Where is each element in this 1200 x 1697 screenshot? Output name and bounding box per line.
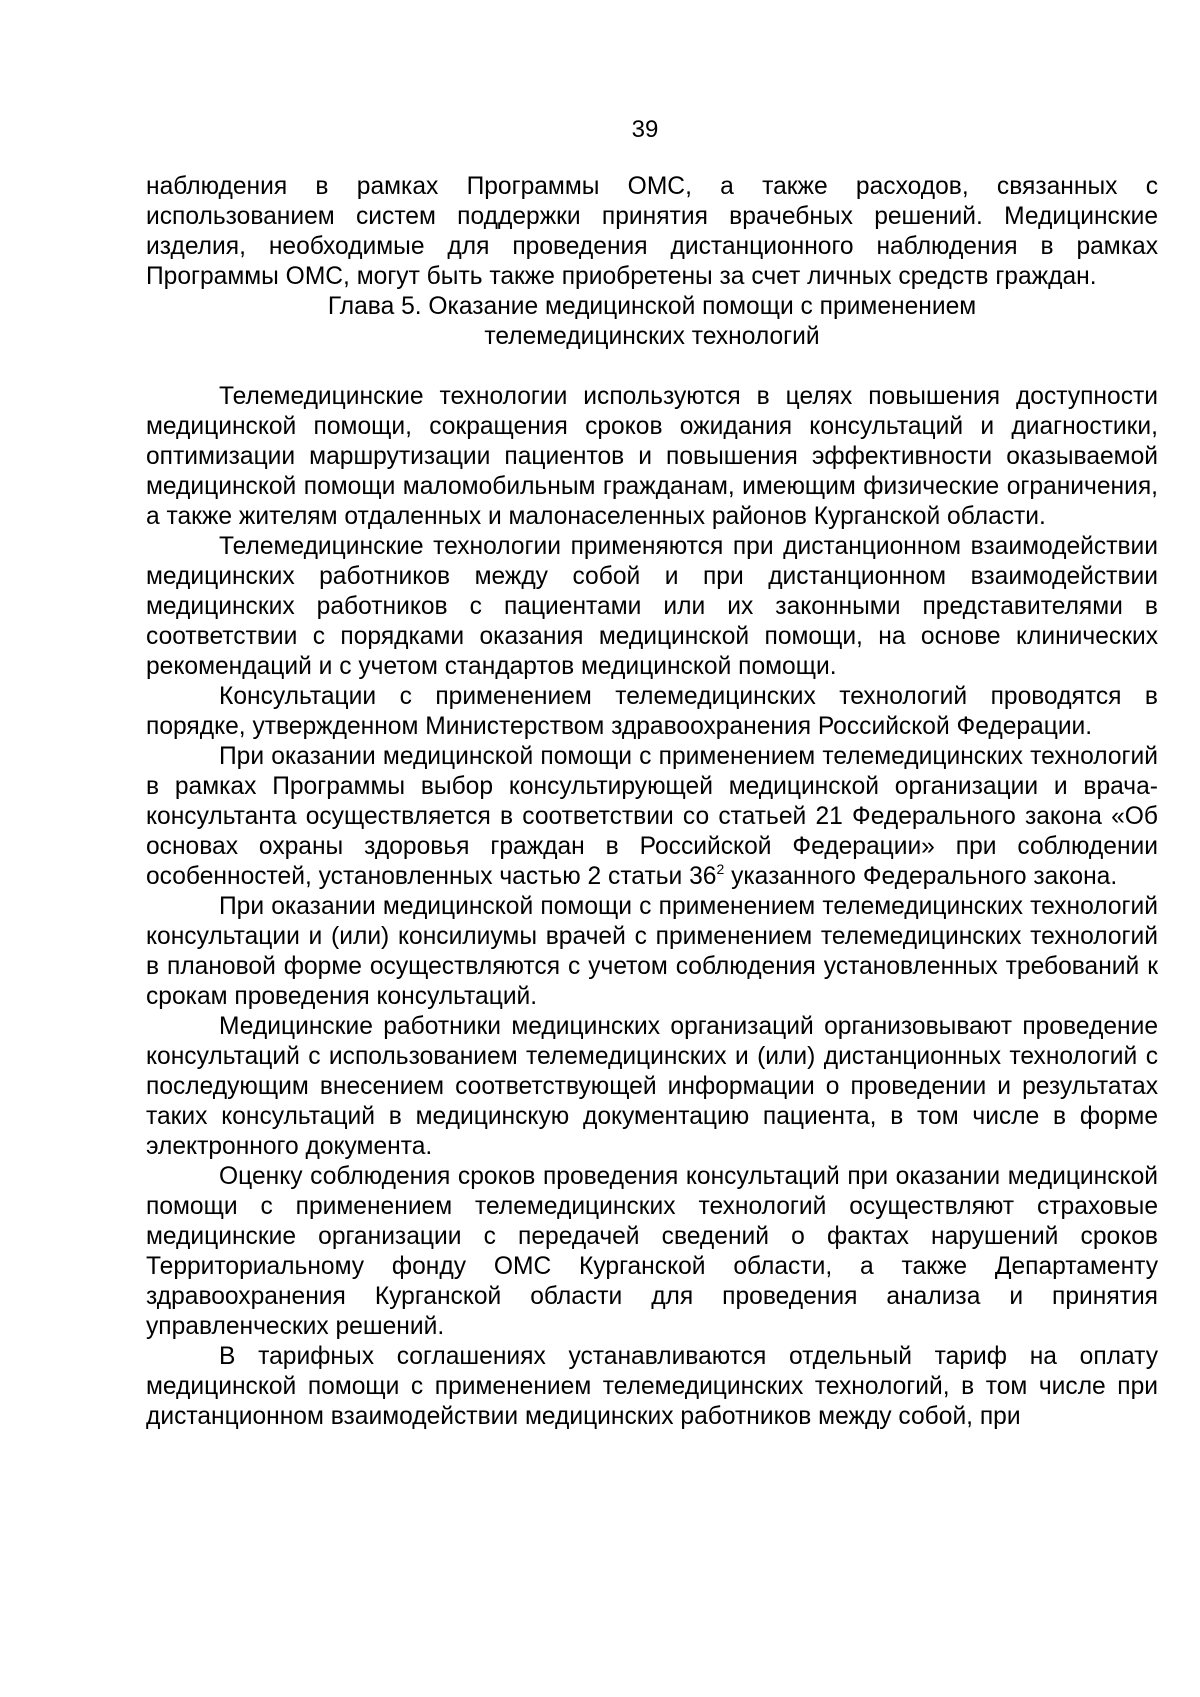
paragraph-telemedicine-purpose: Телемедицинские технологии используются в целях повышения доступности медицинской помощи, сокращения сроков ожидания консультаций и диагностики, оптимизации маршрутизации пациентов и повышения эффективности оказываемой медицинской помощи маломобильным гражданам, имеющим физические ограничения, а также жителям отдаленных и малонаселенных районов Курганской области. (146, 383, 1158, 530)
paragraph-consultation-procedure: Консультации с применением телемедицинских технологий проводятся в порядке, утвержденном Министерством здравоохранения Российской Федерации. (146, 683, 1158, 740)
paragraph-planned-consultations: При оказании медицинской помощи с применением телемедицинских технологий консультации и (или) консилиумы врачей с применением телемедицинских технологий в плановой форме осуществляются с учетом соблюдения установленных требований к срокам проведения консультаций. (146, 893, 1158, 1010)
document-body (146, 172, 1158, 1432)
paragraph-tariff-agreements: В тарифных соглашениях устанавливаются отдельный тариф на оплату медицинской помощи с применением телемедицинских технологий, в том числе при дистанционном взаимодействии медицинских работников между собой, при (146, 1343, 1158, 1430)
paragraph-consultant-choice-text: При оказании медицинской помощи с применением телемедицинских технологий в рамках Программы выбор консультирующей медицинской организации и врача-консультанта осуществляется в соответствии со статьей 21 Федерального закона «Об основах охраны здоровья граждан в Российской Федерации» при соблюдении особенностей, установленных частью 2 статьи 36 (146, 743, 1158, 890)
chapter-title (146, 292, 1158, 352)
superscript-article-part: 2 (716, 861, 725, 877)
chapter-title-line-2: телемедицинских технологий (484, 323, 820, 350)
paragraph-deadline-control: Оценку соблюдения сроков проведения консультаций при оказании медицинской помощи с применением телемедицинских технологий осуществляют страховые медицинские организации с передачей сведений о фактах нарушений сроков Территориальному фонду ОМС Курганской области, а также Департаменту здравоохранения Курганской области для проведения анализа и принятия управленческих решений. (146, 1163, 1158, 1340)
page-number: 39 (631, 116, 659, 143)
paragraph-consultation-documentation: Медицинские работники медицинских организаций организовывают проведение консультаций с использованием телемедицинских и (или) дистанционных технологий с последующим внесением соответствующей информации о проведении и результатах таких консультаций в медицинскую документацию пациента, в том числе в форме электронного документа. (146, 1013, 1158, 1160)
paragraph-consultant-choice-tail: указанного Федерального закона. (724, 863, 1118, 890)
paragraph-continued: наблюдения в рамках Программы ОМС, а также расходов, связанных с использованием систем поддержки принятия врачебных решений. Медицинские изделия, необходимые для проведения дистанционного наблюдения в рамках Программы ОМС, могут быть также приобретены за счет личных средств граждан. (146, 173, 1158, 290)
chapter-title-line-1: Глава 5. Оказание медицинской помощи с применением (327, 293, 977, 320)
paragraph-consultant-choice (146, 742, 1158, 892)
paragraph-telemedicine-application: Телемедицинские технологии применяются при дистанционном взаимодействии медицинских работников между собой и при дистанционном взаимодействии медицинских работников с пациентами или их законными представителями в соответствии с порядками оказания медицинской помощи, на основе клинических рекомендаций и с учетом стандартов медицинской помощи. (146, 533, 1158, 680)
